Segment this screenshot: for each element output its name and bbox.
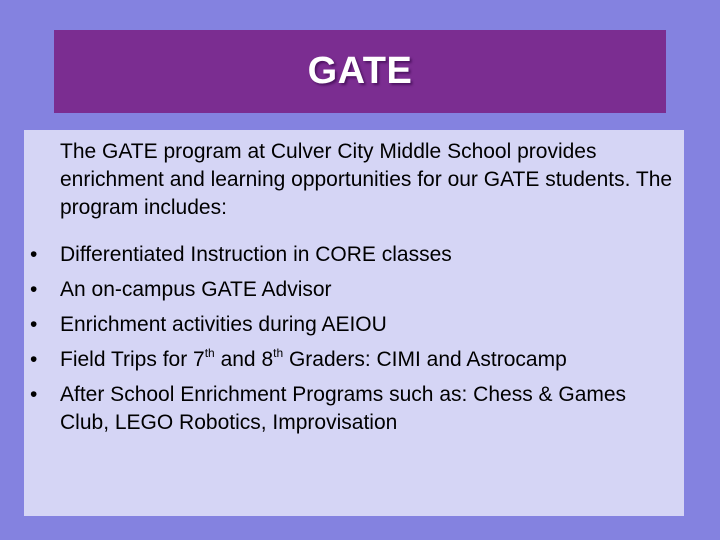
bullet-list xyxy=(24,241,664,444)
bullet-dot-icon: • xyxy=(30,383,38,406)
bullet-item-field-trips xyxy=(24,346,664,374)
bullet-dot-icon: • xyxy=(30,313,38,336)
bullet-item-advisor xyxy=(24,276,664,304)
bullet-dot-icon: • xyxy=(30,243,38,266)
bullet-item-instruction xyxy=(24,241,664,269)
bullet-text-part: and 8 xyxy=(214,348,274,371)
bullet-text-part: Graders: CIMI and Astrocamp xyxy=(283,348,567,371)
slide-title: GATE xyxy=(307,50,413,92)
intro-paragraph: The GATE program at Culver City Middle School provides enrichment and learning opportunities for our GATE students. The program includes: xyxy=(60,140,673,219)
bullet-item-after-school xyxy=(24,381,664,437)
bullet-text: After School Enrichment Programs such as: Chess & Games Club, LEGO Robotics, Improvisation xyxy=(60,383,627,434)
ordinal-suffix: th xyxy=(204,346,215,360)
bullet-text-part: Field Trips for 7 xyxy=(60,348,205,371)
content-box xyxy=(24,130,684,516)
ordinal-suffix: th xyxy=(273,346,284,360)
bullet-text: Enrichment activities during AEIOU xyxy=(60,313,387,336)
bullet-text: An on-campus GATE Advisor xyxy=(60,278,332,301)
bullet-dot-icon: • xyxy=(30,278,38,301)
title-bar xyxy=(54,30,666,113)
bullet-item-enrichment xyxy=(24,311,664,339)
bullet-dot-icon: • xyxy=(30,348,38,371)
bullet-text: Differentiated Instruction in CORE classes xyxy=(60,243,452,266)
